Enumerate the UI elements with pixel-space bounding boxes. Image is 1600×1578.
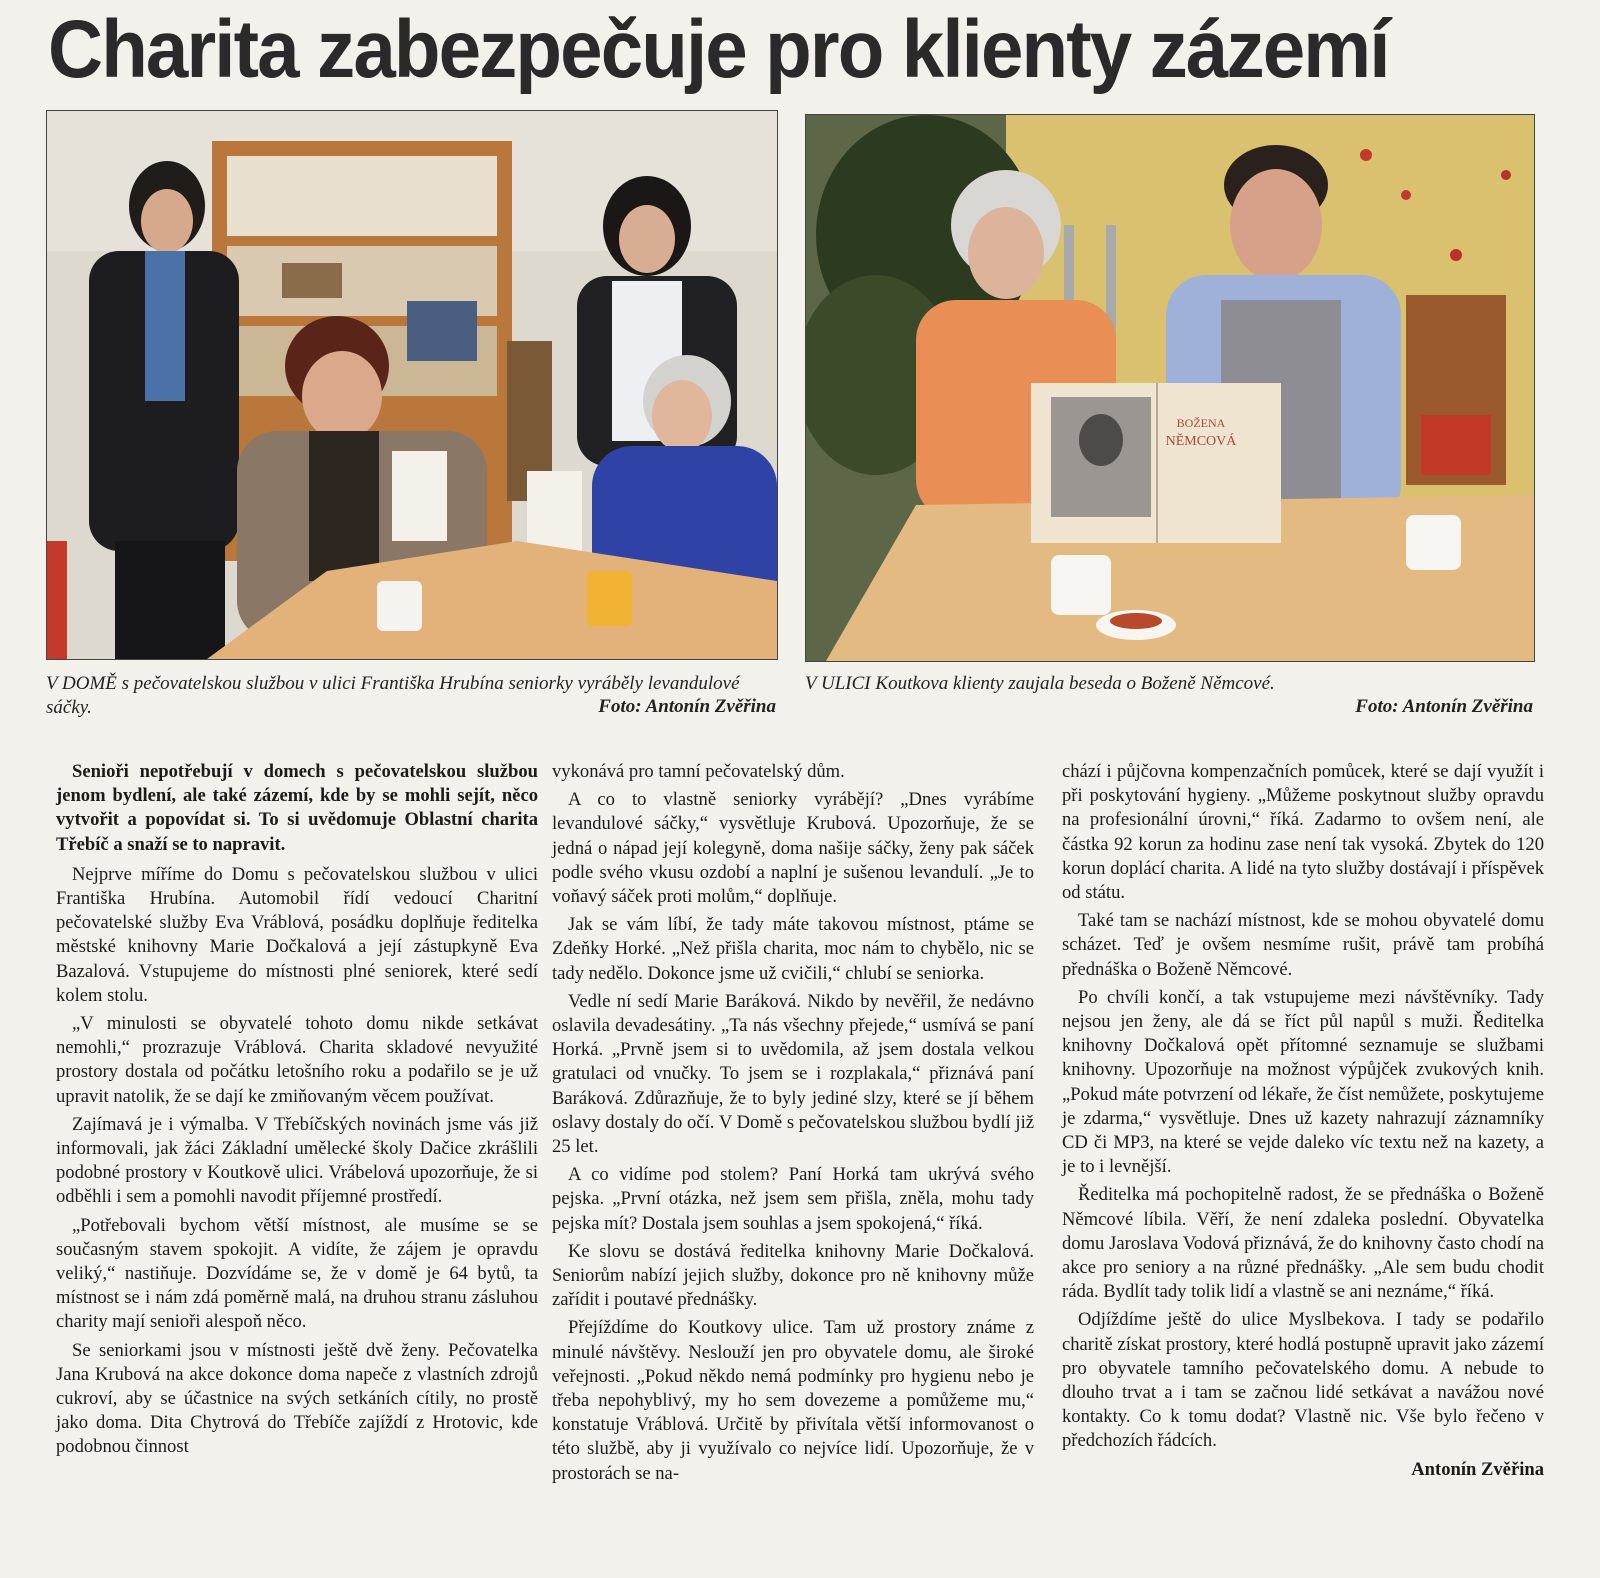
- credit-photo-1: Foto: Antonín Zvěřina: [598, 696, 776, 717]
- article-paragraph: Zajímavá je i výmalba. V Třebíčských novinách jsme vás již informovali, jak žáci Základní umělecké školy Dačice zkrášlili podobné prostory v Koutkově ulici. Vrábelová upozorňuje, že si odběhli i sem a pomohli navodit příjemné prostředí.: [56, 1113, 538, 1208]
- article-paragraph: Se seniorkami jsou v místnosti ještě dvě ženy. Pečovatelka Jana Krubová na akce dokonce doma napeče z vlastních zdrojů cukroví, aby se účastnice na svých setkáních cítily, no prostě jako doma. Dita Chytrová do Třebíče zajíždí z Hrotovic, kde podobnou činnost: [56, 1339, 538, 1458]
- article-paragraph: „Potřebovali bychom větší místnost, ale musíme se se současným stavem spokojit. A vidíte, že zájem je opravdu veliký,“ nastiňuje. Dozvídáme se, že v domě je 64 bytů, ta místnost se i nám zdá poměrně malá, na druhou stranu zásluhou charity mají senioři alespoň něco.: [56, 1214, 538, 1333]
- caption-photo-2: [805, 672, 1533, 696]
- article-paragraph: „V minulosti se obyvatelé tohoto domu nikde setkávat nemohli,“ prozrazuje Vráblová. Charita skladové nevyužité prostory dostala od počátku letošního roku a podařilo se je už upravit natolik, že se dají ke zmiňovaným věcem používat.: [56, 1013, 538, 1107]
- book-title-line1: BOŽENA: [1176, 416, 1226, 430]
- article-paragraph: Ředitelka má pochopitelně radost, že se přednáška o Boženě Němcové líbila. Věří, že není zdaleka poslední. Obyvatelka domu Jaroslava Vodová přiznává, že do knihovny často chodí na akce pro seniory a na různé přednášky. „Ale sem budu chodit ráda. Bydlít tady tolik lidí a vlastně se ani neznáme,“ říká.: [1062, 1184, 1544, 1303]
- article-paragraph: Po chvíli končí, a tak vstupujeme mezi návštěvníky. Tady nejsou jen ženy, ale dá se říct půl napůl s muži. Ředitelka knihovny Dočkalová opět přítomné seznamuje se službami knihovny. Upozorňuje na možnost výpůjček zvukových knih. „Pokud máte potvrzení od lékaře, že číst nemůžete, poskytujeme je zdarma,“ vysvětluje. Dnes už kazety nahrazují záznamníky CD či MP3, na které se vejde daleko víc textu než na kazety, a je to i levnější.: [1062, 986, 1544, 1178]
- photo-lavender-workshop-image: [47, 111, 777, 659]
- article-paragraph: Odjíždíme ještě do ulice Myslbekova. I tady se podařilo charitě získat prostory, které hodlá postupně upravit jako zázemí pro obyvatele tamního pečovatelského domu. A nebude to dlouho trvat a i tam se začnou lidé setkávat a navážou nové kontakty. Co k tomu dodat? Vlastně nic. Vše bylo řečeno v předchozích řádcích.: [1062, 1309, 1544, 1452]
- article-headline: Charita zabezpečuje pro klienty zázemí: [48, 4, 1389, 95]
- article-paragraph: Také tam se nachází místnost, kde se mohou obyvatelé domu scházet. Teď je ovšem nesmíme rušit, právě tam probíhá přednáška o Boženě Němcové.: [1062, 910, 1544, 980]
- caption-photo-2-text: Koutkova klienty zaujala beseda o Boženě Němcové.: [870, 673, 1275, 694]
- credit-photo-2: Foto: Antonín Zvěřina: [1355, 696, 1533, 717]
- article-column-2: [552, 760, 1034, 1490]
- caption-photo-1-text: s pečovatelskou službou v ulici Františka Hrubína seniorky vyráběly levandulové sáčky.: [46, 673, 740, 718]
- photo-nemcova-talk-image: [806, 115, 1534, 661]
- caption-photo-2-lead: V ULICI: [805, 673, 871, 694]
- article-column-3: [1062, 760, 1544, 1486]
- photo-nemcova-talk: [805, 114, 1535, 662]
- article-paragraph: Jak se vám líbí, že tady máte takovou místnost, ptáme se Zdeňky Horké. „Než přišla charita, moc nám to chybělo, nic se tady nedělo. Dokonce jsme už cvičili,“ chlubí se seniorka.: [552, 914, 1034, 984]
- article-paragraph: A co vidíme pod stolem? Paní Horká tam ukrývá svého pejska. „První otázka, než jsem sem přišla, zněla, mohu tady pejska mít? Dostala jsem souhlas a jsem spokojená,“ říká.: [552, 1164, 1034, 1234]
- photo-lavender-workshop: [46, 110, 778, 660]
- article-column-1: [56, 760, 538, 1464]
- article-paragraph: chází i půjčovna kompenzačních pomůcek, které se dají využít i při poskytování hygieny. „Můžeme poskytnout služby opravdu na profesionální úrovni,“ říká. Zadarmo to ovšem není, ale částka 92 korun za hodinu zase není tak vysoká. Zbytek do 120 korun doplácí charita. A lidé na tyto služby dostávají i příspěvek od státu.: [1062, 761, 1544, 904]
- article-paragraph: vykonává pro tamní pečovatelský dům.: [552, 761, 845, 782]
- article-paragraph: Vedle ní sedí Marie Baráková. Nikdo by nevěřil, že nedávno oslavila devadesátiny. „Ta nás všechny přejede,“ usmívá se paní Horká. „Prvně jsem si to uvědomila, až jsem dostala velkou gratulaci od vnučky. To jsem se i rozplakala,“ přiznává paní Baráková. Zdůrazňuje, že to byly jediné slzy, které se jí během oslavy dostaly do očí. V Domě s pečovatelskou službou bydlí již 25 let.: [552, 990, 1034, 1158]
- article-paragraph: A co to vlastně seniorky vyrábějí? „Dnes vyrábíme levandulové sáčky,“ vysvětluje Krubová. Upozorňuje, že se jedná o nápad její kolegyně, doma našije sáčky, ženy pak sáček podle svého vkusu ozdobí a naplní je sušenou levandulí. „Je to voňavý sáček proti molům,“ doplňuje.: [552, 789, 1034, 908]
- article-author: Antonín Zvěřina: [1411, 1458, 1544, 1480]
- article-lead-paragraph: Senioři nepotřebují v domech s pečovatelskou službou jenom bydlení, ale také zázemí, kde by se mohli sejít, něco vytvořit a popovídat si. To si uvědomuje Oblastní charita Třebíč a snaží se to napravit.: [56, 761, 538, 855]
- book-title-line2: NĚMCOVÁ: [1165, 434, 1237, 449]
- article-paragraph: Přejíždíme do Koutkovy ulice. Tam už prostory známe z minulé návštěvy. Neslouží jen pro obyvatele domu, ale široké veřejnosti. „Pokud někdo nemá podmínky pro hygienu nebo je třeba nepohyblivý, my ho sem dovezeme a pomůžeme mu,“ konstatuje Vráblová. Určitě by přivítala větší informovanost o této službě, aby ji využívalo co nejvíce lidí. Upozorňuje, že v prostorách se na-: [552, 1317, 1034, 1484]
- article-paragraph: Nejprve míříme do Domu s pečovatelskou službou v ulici Františka Hrubína. Automobil řídí vedoucí Charitní pečovatelské služby Eva Vráblová, posádku doplňuje ředitelka městské knihovny Marie Dočkalová a její zástupkyně Eva Bazalová. Vstupujeme do místnosti plné seniorek, které sedí kolem stolu.: [56, 863, 538, 1006]
- caption-photo-1-lead: V DOMĚ: [46, 673, 117, 694]
- article-paragraph: Ke slovu se dostává ředitelka knihovny Marie Dočkalová. Seniorům nabízí jejich služby, dokonce pro ně knihovny může zařídit i poutavé přednášky.: [552, 1240, 1034, 1311]
